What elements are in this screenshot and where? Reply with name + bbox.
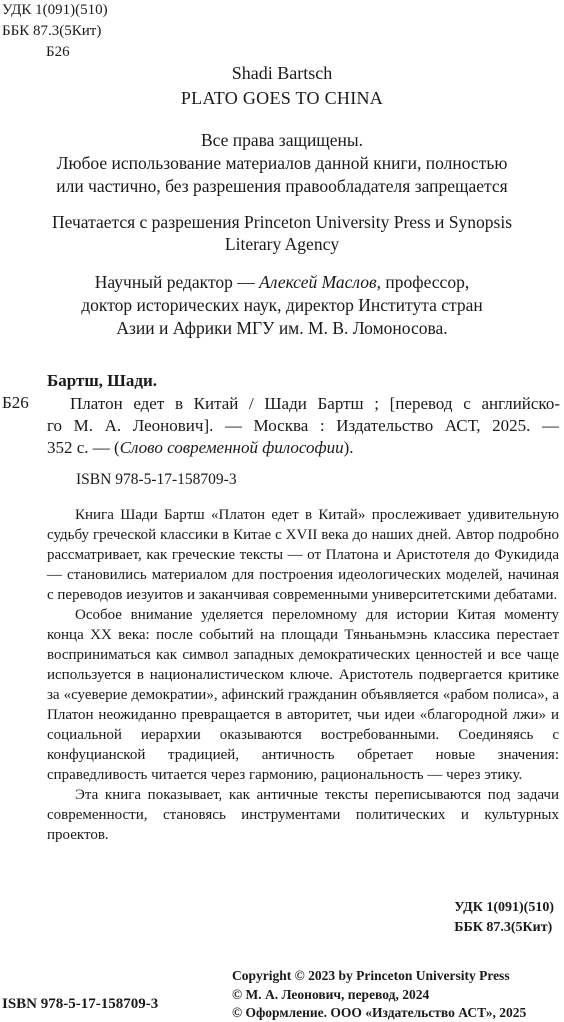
biblio-pages: 352 с. — ( [47,438,120,457]
original-title: PLATO GOES TO CHINA [180,88,384,108]
biblio-heading: Бартш, Шади. [47,371,157,390]
editor-line-3: Азии и Африки МГУ им. М. В. Ломоносова. [116,318,448,338]
annotation-paragraph-3: Эта книга показывает, как античные тексты переписываются под задачи современности, становясь инструментами политических и культурных проектов. [47,787,559,843]
biblio-line-1: Платон едет в Китай / Шади Бартш ; [перевод с английско- [70,394,560,413]
udk-code: УДК 1(091)(510) [2,2,108,18]
author-mark: Б26 [46,44,70,60]
annotation-paragraph-2: Особое внимание уделяется переломному для истории Китая моменту конца XX века: после событий на площади Тяньаньмэнь классика перестает восприниматься как символ западных демократических ценностей и все чаще используется в националистическом ключе. Аристотель подвергается критике за «суеверие демократии», афинский гражданин объявляется «рабом полиса», а Платон неожиданно превращается в авторитет, чьи идеи «благородной лжи» и социальной иерархии оказываются востребованными. Соединяясь с конфуцианской традицией, античность обретает новые значения: справедливость читается через гармонию, рациональность — через этику. [47,607,559,783]
copyright-line-3: © Оформление. ООО «Издательство АСТ», 2025 [232,1005,527,1020]
biblio-close: ). [343,438,354,457]
copyright-line-2: © М. А. Леонович, перевод, 2024 [232,987,430,1002]
biblio-mark: Б26 [2,393,29,412]
rights-line-3: или частично, без разрешения правообладателя запрещается [56,176,508,196]
biblio-line-2: го М. А. Леонович]. — Москва : Издательство АСТ, 2025. — [47,416,559,435]
bbk-code: ББК 87.3(5Кит) [2,23,102,39]
classification-codes [2,0,108,63]
footer-codes [454,898,554,938]
biblio-line-3 [47,437,559,459]
annotation-paragraph-1: Книга Шади Бартш «Платон едет в Китай» прослеживает удивительную судьбу греческой классики в Китае с XVII века до наших дней. Автор подробно рассматривает, как греческие тексты — от Платона и Аристотеля до Фукидида — становились материалом для построения идеологических моделей, начиная с переводов иезуитов и заканчивая современными университетскими дебатами. [47,507,559,603]
copyright-line-1: Copyright © 2023 by Princeton University Press [232,968,510,983]
annotation [47,505,559,845]
footer-bbk-code: ББК 87.3(5Кит) [454,920,553,935]
isbn-bottom: ISBN 978-5-17-158709-3 [2,996,159,1012]
footer-udk-code: УДК 1(091)(510) [454,900,554,915]
biblio-series: Слово современной философии [119,438,344,457]
editor-prefix: Научный редактор — [94,272,260,292]
original-author: Shadi Bartsch [231,63,333,83]
editor-suffix: профессор, [381,272,470,292]
permission-line-2: Literary Agency [224,234,340,254]
editor-name: Алексей Маслов, [259,272,381,292]
biblio-isbn: ISBN 978-5-17-158709-3 [76,471,237,488]
permission-line-1: Печатается с разрешения Princeton University Press и Synopsis [52,212,512,232]
editor-line-2: доктор исторических наук, директор Института стран [81,295,483,315]
rights-line-2: Любое использование материалов данной книги, полностью [56,153,508,173]
rights-line-1: Все права защищены. [200,130,364,150]
editor-line-1 [0,271,564,294]
